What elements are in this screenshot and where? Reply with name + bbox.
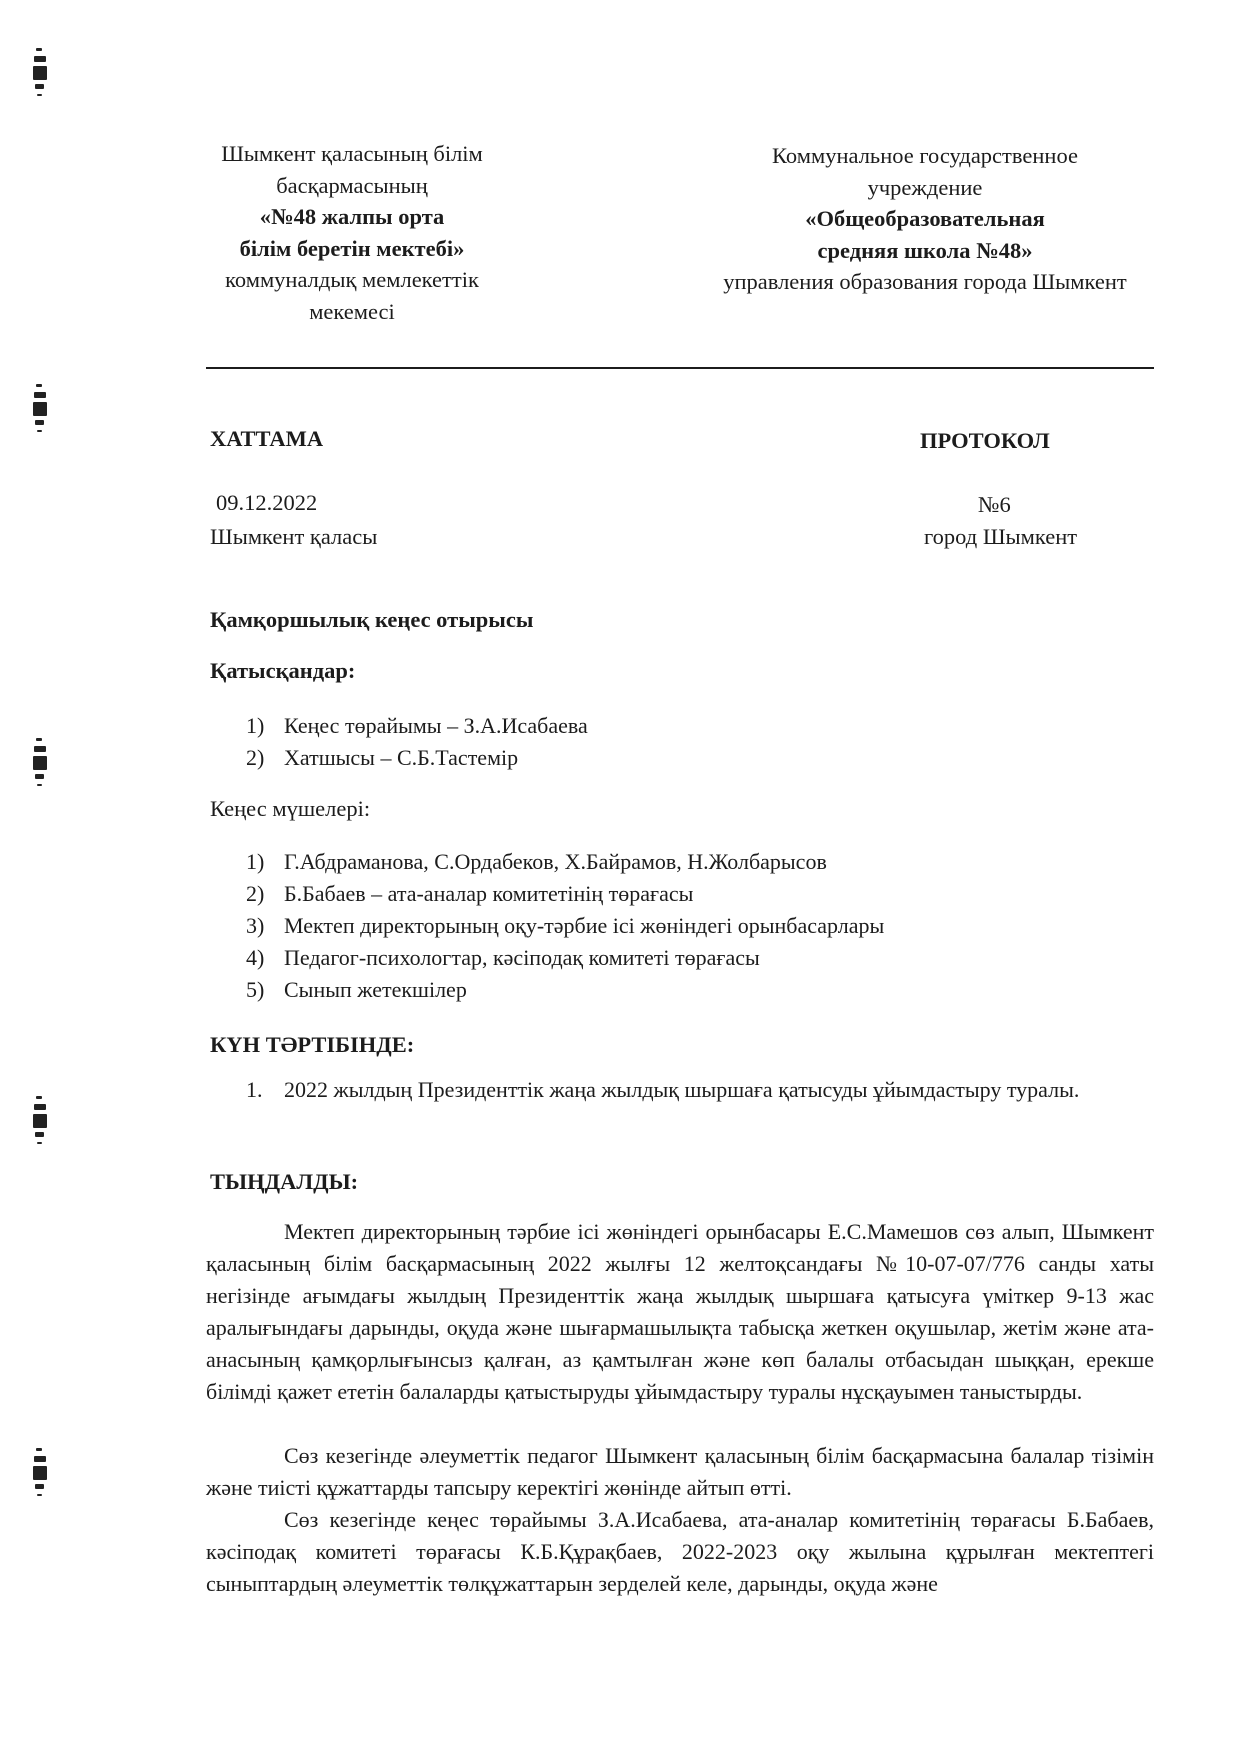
list-item: [246, 742, 588, 774]
list-number: 2): [246, 881, 265, 906]
agenda-number: 1.: [246, 1077, 263, 1102]
header-kz-line: мекемесі: [309, 298, 395, 324]
members-list: [246, 846, 884, 1006]
agenda-text: 2022 жылдың Президенттік жаңа жылдық шыршаға қатысуды ұйымдастыру туралы.: [284, 1077, 1080, 1102]
body-paragraph: Сөз кезегінде кеңес төрайымы З.А.Исабаева, ата-аналар комитетінің төрағасы Б.Бабаев, кәсіподақ комитеті төрағасы К.Б.Құрақбаев, 2022-2023 оқу жылына құрылған мектептегі сыныптардың әлеуметтік төлқұжаттарын зерделей келе, дарынды, оқуда және: [206, 1507, 1154, 1596]
doc-place-ru: город Шымкент: [924, 524, 1078, 549]
header-ru-line: Коммунальное государственное: [772, 143, 1078, 168]
doc-title-kz: ХАТТАМА: [210, 426, 324, 451]
header-kz: [196, 138, 508, 327]
members-label: Кеңес мүшелері:: [210, 796, 371, 821]
doc-date: 09.12.2022: [216, 490, 318, 515]
header-kz-line: білім беретін мектебі»: [239, 235, 465, 261]
list-text: Хатшысы – С.Б.Тастемір: [284, 745, 519, 770]
doc-title-ru: ПРОТОКОЛ: [920, 428, 1050, 453]
header-kz-line: басқармасының: [276, 172, 428, 198]
meeting-title: Қамқоршылық кеңес отырысы: [210, 607, 534, 632]
doc-number: №6: [978, 492, 1011, 517]
heard-label: ТЫҢДАЛДЫ:: [210, 1169, 359, 1194]
agenda-label: КҮН ТӘРТІБІНДЕ:: [210, 1032, 415, 1057]
list-text: Сынып жетекшілер: [284, 977, 467, 1002]
list-text: Педагог-психологтар, кәсіподақ комитеті төрағасы: [284, 945, 760, 970]
header-ru-line: учреждение: [867, 174, 983, 200]
list-number: 3): [246, 913, 265, 938]
list-item: [246, 910, 884, 942]
punch-hole-mark: [34, 376, 46, 436]
list-number: 1): [246, 713, 265, 738]
list-number: 1): [246, 849, 265, 874]
participants-list: [246, 710, 588, 774]
punch-hole-mark: [34, 40, 46, 100]
header-kz-line: «№48 жалпы орта: [259, 204, 445, 229]
header-divider: [206, 367, 1154, 369]
participants-label: Қатысқандар:: [210, 658, 356, 683]
list-number: 5): [246, 977, 265, 1002]
list-text: Б.Бабаев – ата-аналар комитетінің төрағасы: [284, 881, 694, 906]
list-text: Г.Абдраманова, С.Ордабеков, Х.Байрамов, Н.Жолбарысов: [284, 849, 827, 874]
list-item: [246, 878, 884, 910]
punch-hole-mark: [34, 730, 46, 790]
list-number: 2): [246, 745, 265, 770]
list-number: 4): [246, 945, 265, 970]
list-text: Кеңес төрайымы – З.А.Исабаева: [284, 713, 588, 738]
punch-hole-mark: [34, 1440, 46, 1500]
header-ru-line: средняя школа №48»: [817, 237, 1033, 263]
header-kz-line: Шымкент қаласының білім: [221, 141, 483, 166]
header-ru-line: управления образования города Шымкент: [723, 269, 1127, 294]
header-ru: [690, 140, 1160, 298]
list-item: [246, 974, 884, 1006]
body-paragraph: Сөз кезегінде әлеуметтік педагог Шымкент қаласының білім басқармасына балалар тізімін және тиісті құжаттарды тапсыру керектігі жөнінде айтып өтті.: [206, 1443, 1154, 1500]
body-paragraph: Мектеп директорының тәрбие ісі жөніндегі орынбасары Е.С.Мамешов сөз алып, Шымкент қаласының білім басқармасының 2022 жылғы 12 желтоқсандағы №10-07-07/776 санды хаты негізінде ағымдағы жылдың Президенттік жаңа жылдық шыршаға қатысуға үміткер 9-13 жас аралығындағы дарынды, оқуда және шығармашылықта табысқа жеткен оқушылар, жетім және ата-анасының қамқорлығынсыз қалған, аз қамтылған және көп балалы отбасыдан шыққан, ерекше білімді қажет ететін балаларды қатыстыруды ұйымдастыру туралы нұсқауымен таныстырды.: [206, 1219, 1154, 1404]
list-text: Мектеп директорының оқу-тәрбие ісі жөніндегі орынбасарлары: [284, 913, 885, 938]
header-ru-line: «Общеобразовательная: [805, 206, 1045, 231]
doc-place-kz: Шымкент қаласы: [210, 524, 378, 549]
list-item: [246, 942, 884, 974]
header-kz-line: коммуналдық мемлекеттік: [225, 267, 479, 292]
agenda-item: [246, 1074, 1086, 1106]
punch-hole-mark: [34, 1088, 46, 1148]
list-item: [246, 846, 884, 878]
list-item: [246, 710, 588, 742]
